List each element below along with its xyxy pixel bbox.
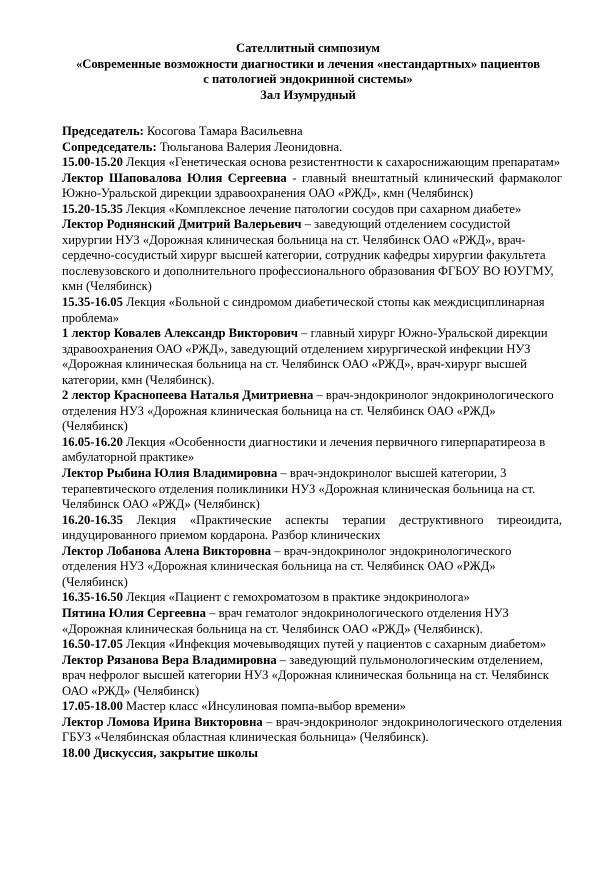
speaker-entry [62, 326, 562, 388]
speaker-entry [62, 653, 562, 700]
program-body [62, 124, 562, 761]
chairperson-name: Косогова Тамара Васильевна [146, 124, 303, 138]
speaker-name: 2 лектор Краснопеева Наталья Дмитриевна [62, 388, 314, 403]
program-item-title [62, 435, 562, 466]
speaker-details: – заведующий пульмонологическим отделением, врач нефролог высшей категории НУЗ «Дорожная клиническая больница на ст. Челябинск ОАО «РЖД» (Челябинск) [62, 652, 549, 698]
program-item-lecture: Лекция «Особенности диагностики и лечения первичного гиперпаратиреоза в амбулаторной практике» [62, 434, 546, 465]
speaker-details: – главный хирург Южно-Уральской дирекции здравоохранения ОАО «РЖД», заведующий отделением хирургической инфекции НУЗ «Дорожная клиническая больница на ст. Челябинск ОАО «РЖД», врач-хирург высшей категории, кмн (Челябинск). [62, 326, 548, 387]
program-item-time: 17.05-18.00 [62, 699, 123, 714]
chairperson-label: Председатель: [62, 124, 144, 138]
speaker-entry [62, 466, 562, 513]
speaker-details: – врач гематолог эндокринологического отделения НУЗ «Дорожная клиническая больница на ст. Челябинск ОАО «РЖД» (Челябинск). [62, 605, 509, 636]
program-item-title [62, 699, 562, 715]
program-item-time: 15.20-15.35 [62, 201, 123, 216]
symposium-header [40, 41, 576, 103]
speaker-name: 1 лектор Ковалев Александр Викторович [62, 326, 299, 341]
speaker-entry [62, 388, 562, 435]
speaker-name: Лектор Лобанова Алена Викторовна [62, 543, 272, 558]
cochairperson-name: Тюльганова Валерия Леонидовна. [159, 139, 343, 154]
program-item-time: 15.00-15.20 [62, 155, 123, 170]
program-item-lecture: Лекция «Генетическая основа резистентности к сахароснижающим препаратам» [126, 155, 561, 170]
speaker-entry [62, 217, 562, 295]
speaker-name: Лектор Рязанова Вера Владимировна [62, 652, 277, 667]
cochairperson-label: Сопредседатель: [62, 139, 157, 154]
speaker-details: - главный внештатный клинический фармаколог Южно-Уральской дирекции здравоохранения ОАО «РЖД», кмн (Челябинск) [62, 170, 562, 201]
speaker-details: – врач-эндокринолог эндокринологического отделения НУЗ «Дорожная клиническая больница на ст. Челябинск ОАО «РЖД» (Челябинск) [62, 388, 554, 434]
symposium-title: Сателлитный симпозиум [236, 41, 380, 55]
program-item-time: 16.35-16.50 [62, 590, 123, 605]
speaker-name: Лектор Роднянский Дмитрий Валерьевич [62, 217, 302, 232]
program-item-time: 16.20-16.35 [62, 512, 123, 527]
speaker-name: Лектор Шаповалова Юлия Сергеевна [62, 170, 287, 185]
program-item-time: 16.05-16.20 [62, 434, 123, 449]
closing-time: 18.00 [62, 745, 91, 760]
program-item-lecture: Мастер класс «Инсулиновая помпа-выбор времени» [126, 699, 406, 714]
speaker-entry [62, 715, 562, 746]
program-item-title [62, 637, 562, 653]
closing-title: Дискуссия, закрытие школы [93, 745, 258, 760]
speaker-entry [62, 606, 562, 637]
closing-line [62, 746, 562, 762]
speaker-name: Лектор Ломова Ирина Викторовна [62, 714, 263, 729]
program-item-lecture: Лекция «Практические аспекты терапии деструктивного тиреоидита, индуцированного приемом кордарона. Разбор клинических [62, 512, 562, 543]
program-item-lecture: Лекция «Пациент с гемохроматозом в практике эндокринолога» [126, 590, 470, 605]
speaker-details: – врач-эндокринолог эндокринологического отделения ГБУЗ «Челябинская областная клиническая больница» (Челябинск). [62, 714, 562, 745]
program-item-lecture: Лекция «Инфекция мочевыводящих путей у пациентов с сахарным диабетом» [126, 637, 547, 652]
program-item-lecture: Лекция «Комплексное лечение патологии сосудов при сахарном диабете» [126, 201, 522, 216]
program-item-title [62, 295, 562, 326]
speaker-details: – врач-эндокринолог эндокринологического отделения НУЗ «Дорожная клиническая больница на ст. Челябинск ОАО «РЖД» (Челябинск) [62, 543, 512, 589]
program-item-title [62, 202, 562, 218]
chairperson-line [62, 124, 562, 140]
program-item-lecture: Лекция «Больной с синдромом диабетической стопы как междисциплинарная проблема» [62, 295, 545, 325]
speaker-details: – врач-эндокринолог высшей категории, 3 терапевтического отделения поликлиники НУЗ «Дорожная клиническая больница на ст. Челябинск ОАО «РЖД» (Челябинск) [62, 466, 536, 512]
program-item-time: 16.50-17.05 [62, 637, 123, 652]
speaker-name: Лектор Рыбина Юлия Владимировна [62, 466, 278, 481]
hall-name: Зал Изумрудный [260, 87, 356, 102]
program-item-title [62, 513, 562, 544]
program-item-time: 15.35-16.05 [62, 295, 123, 310]
program-item-title [62, 590, 562, 606]
symposium-subtitle-line-1: «Современные возможности диагностики и лечения «нестандартных» пациентов [76, 56, 540, 71]
program-item-title [62, 155, 562, 171]
cochairperson-line [62, 140, 562, 156]
speaker-entry [62, 171, 562, 202]
speaker-name: Пятина Юлия Сергеевна [62, 605, 206, 620]
symposium-subtitle-line-2: с патологией эндокринной системы» [203, 72, 413, 86]
speaker-details: – заведующий отделением сосудистой хирургии НУЗ «Дорожная клиническая больница на ст. Челябинск ОАО «РЖД», врач-сердечно-сосудистый хирург высшей категории, сотрудник кафедры хирургии факультета послевузовского и дополнительного профессионального образования ФГБОУ ВО ЮУГМУ, кмн (Челябинск) [62, 217, 554, 294]
speaker-entry [62, 544, 562, 591]
